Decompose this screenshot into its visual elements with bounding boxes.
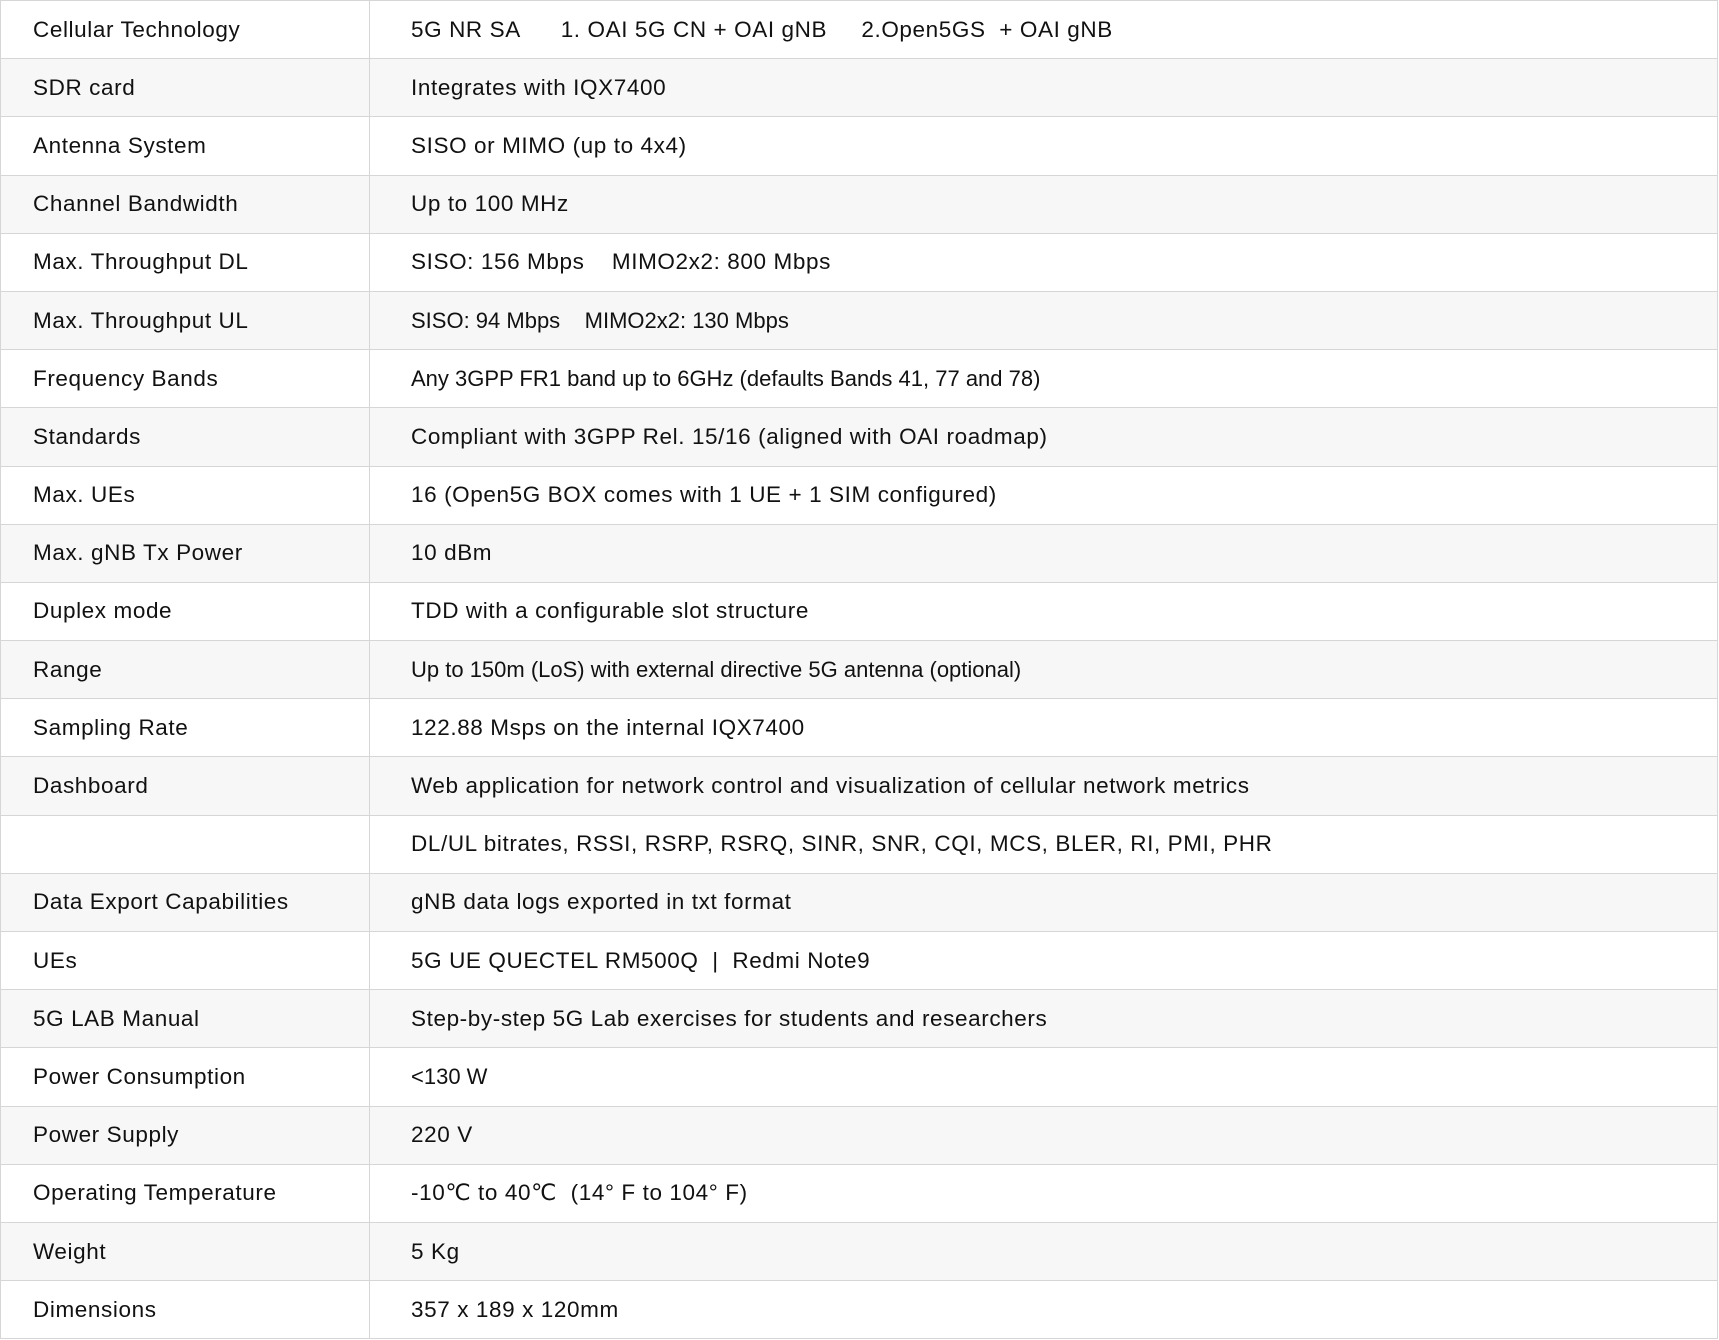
spec-label: UEs (1, 932, 370, 990)
spec-value: 122.88 Msps on the internal IQX7400 (370, 699, 1718, 757)
table-row (1, 117, 1718, 175)
table-row (1, 291, 1718, 349)
table-row (1, 873, 1718, 931)
spec-value: SISO or MIMO (up to 4x4) (370, 117, 1718, 175)
table-row (1, 641, 1718, 699)
table-row (1, 582, 1718, 640)
spec-label (1, 815, 370, 873)
spec-label: Cellular Technology (1, 1, 370, 59)
spec-label: Sampling Rate (1, 699, 370, 757)
spec-value: 5 Kg (370, 1222, 1718, 1280)
spec-value: TDD with a configurable slot structure (370, 582, 1718, 640)
spec-label: Power Supply (1, 1106, 370, 1164)
table-row (1, 1222, 1718, 1280)
spec-label: Max. gNB Tx Power (1, 524, 370, 582)
spec-value: 10 dBm (370, 524, 1718, 582)
table-row (1, 699, 1718, 757)
spec-value: 5G NR SA 1. OAI 5G CN + OAI gNB 2.Open5GS + OAI gNB (370, 1, 1718, 59)
table-row (1, 1281, 1718, 1339)
table-row (1, 466, 1718, 524)
spec-value: SISO: 156 Mbps MIMO2x2: 800 Mbps (370, 233, 1718, 291)
spec-value: Up to 150m (LoS) with external directive 5G antenna (optional) (370, 641, 1718, 699)
spec-value: Step-by-step 5G Lab exercises for students and researchers (370, 990, 1718, 1048)
table-row (1, 59, 1718, 117)
spec-label: Duplex mode (1, 582, 370, 640)
spec-label: Power Consumption (1, 1048, 370, 1106)
spec-label: Max. Throughput DL (1, 233, 370, 291)
spec-label: Data Export Capabilities (1, 873, 370, 931)
spec-value: 220 V (370, 1106, 1718, 1164)
table-row (1, 1048, 1718, 1106)
table-row (1, 524, 1718, 582)
spec-value: Web application for network control and visualization of cellular network metrics (370, 757, 1718, 815)
spec-value: Integrates with IQX7400 (370, 59, 1718, 117)
spec-value: gNB data logs exported in txt format (370, 873, 1718, 931)
spec-value: -10℃ to 40℃ (14° F to 104° F) (370, 1164, 1718, 1222)
table-row (1, 175, 1718, 233)
spec-label: Channel Bandwidth (1, 175, 370, 233)
table-row (1, 815, 1718, 873)
table-row (1, 990, 1718, 1048)
spec-value: <130 W (370, 1048, 1718, 1106)
spec-label: Range (1, 641, 370, 699)
spec-value: 357 x 189 x 120mm (370, 1281, 1718, 1339)
spec-label: 5G LAB Manual (1, 990, 370, 1048)
spec-label: Dimensions (1, 1281, 370, 1339)
table-row (1, 408, 1718, 466)
spec-label: Dashboard (1, 757, 370, 815)
spec-value: Up to 100 MHz (370, 175, 1718, 233)
spec-label: Standards (1, 408, 370, 466)
spec-label: Antenna System (1, 117, 370, 175)
spec-value: DL/UL bitrates, RSSI, RSRP, RSRQ, SINR, SNR, CQI, MCS, BLER, RI, PMI, PHR (370, 815, 1718, 873)
spec-value: 16 (Open5G BOX comes with 1 UE + 1 SIM configured) (370, 466, 1718, 524)
spec-label: Weight (1, 1222, 370, 1280)
table-row (1, 1, 1718, 59)
spec-value: 5G UE QUECTEL RM500Q | Redmi Note9 (370, 932, 1718, 990)
table-row (1, 932, 1718, 990)
spec-label: Frequency Bands (1, 350, 370, 408)
spec-label: Max. Throughput UL (1, 291, 370, 349)
table-row (1, 1164, 1718, 1222)
spec-value: SISO: 94 Mbps MIMO2x2: 130 Mbps (370, 291, 1718, 349)
table-row (1, 757, 1718, 815)
spec-table-body (1, 1, 1718, 1339)
table-row (1, 350, 1718, 408)
spec-label: Max. UEs (1, 466, 370, 524)
spec-value: Compliant with 3GPP Rel. 15/16 (aligned with OAI roadmap) (370, 408, 1718, 466)
spec-label: SDR card (1, 59, 370, 117)
spec-value: Any 3GPP FR1 band up to 6GHz (defaults Bands 41, 77 and 78) (370, 350, 1718, 408)
table-row (1, 1106, 1718, 1164)
spec-label: Operating Temperature (1, 1164, 370, 1222)
table-row (1, 233, 1718, 291)
